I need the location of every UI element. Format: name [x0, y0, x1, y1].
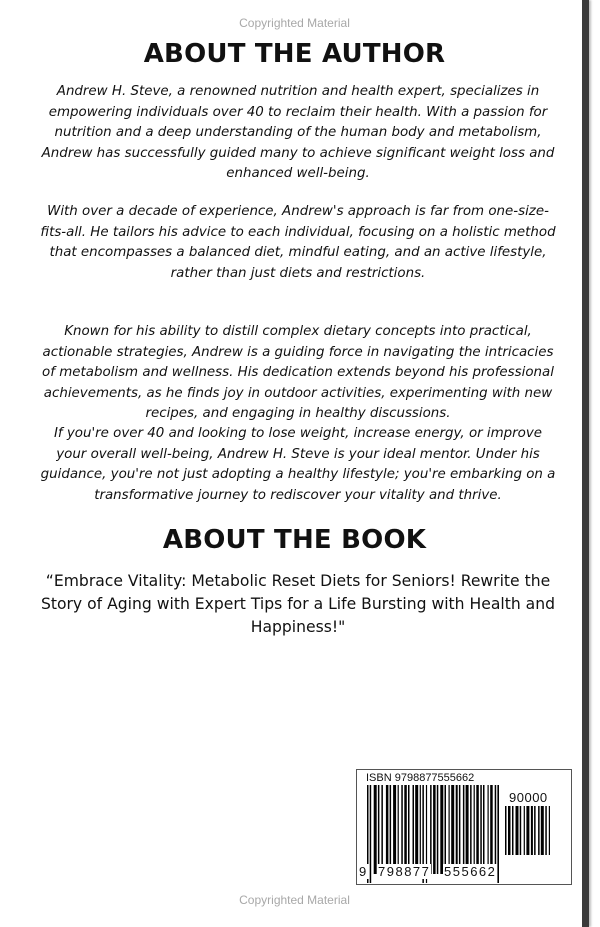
- author-bio-paragraph: If you're over 40 and looking to lose weight, increase energy, or improve your overall well-being, Andrew H. Steve is your ideal mentor. Under his guidance, you're not just adopting a healthy lifestyle; you're embarking on a transformative journey to rediscover your vitality and thrive.: [40, 426, 556, 503]
- isbn-label: ISBN 9798877555662: [366, 772, 475, 784]
- author-bio-paragraph: With over a decade of experience, Andrew's approach is far from one-size-fits-all. He tailors his advice to each individual, focusing on a holistic method that encompasses a balanced diet, mindful eating, and an active lifestyle, rather than just diets and restrictions.: [40, 204, 556, 281]
- about-author-heading: ABOUT THE AUTHOR: [143, 39, 446, 69]
- addon-barcode-bars-icon: [505, 806, 565, 864]
- author-bio-paragraph: Known for his ability to distill complex dietary concepts into practical, actionable strategies, Andrew is a guiding force in navigating the intricacies of metabolism and wellness. His dedication extends beyond his professional achievements, as he finds joy in outdoor activities, experimenting with new recipes, and engaging in healthy discussions.: [42, 324, 554, 421]
- author-bio-paragraph: Andrew H. Steve, a renowned nutrition and health expert, specializes in empowering individuals over 40 to reclaim their health. With a passion for nutrition and a deep understanding of the human body and metabolism, Andrew has successfully guided many to achieve significant weight loss and enhanced well-being.: [41, 84, 555, 181]
- watermark-top: Copyrighted Material: [239, 16, 350, 30]
- barcode-digits-right: 555662: [444, 864, 497, 879]
- watermark-bottom: Copyrighted Material: [239, 893, 350, 907]
- book-tagline: “Embrace Vitality: Metabolic Reset Diets for Seniors! Rewrite the Story of Aging with Expert Tips for a Life Bursting with Health and Happiness!": [40, 572, 556, 636]
- barcode-digits-left: 798877: [378, 864, 431, 879]
- barcode-digit-first: 9: [359, 864, 368, 879]
- isbn-barcode: [356, 769, 572, 885]
- about-book-heading: ABOUT THE BOOK: [162, 525, 427, 555]
- price-code: 90000: [509, 790, 548, 805]
